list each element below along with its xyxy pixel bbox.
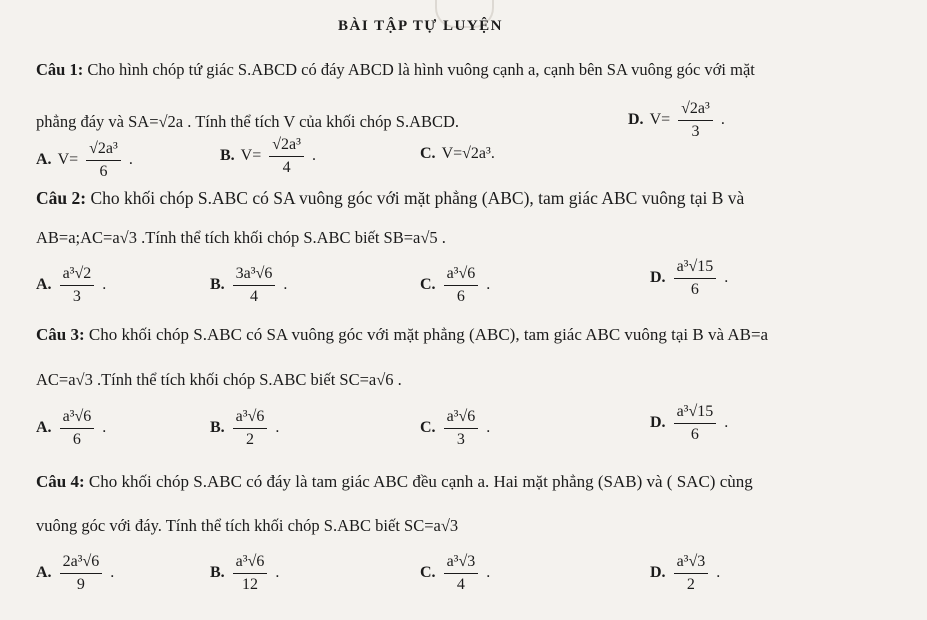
option-letter: B. — [210, 419, 225, 437]
option-fraction — [60, 265, 95, 305]
q1-option-d[interactable] — [628, 100, 725, 140]
question-3-line-1 — [36, 325, 768, 345]
option-suffix: . — [486, 419, 491, 437]
question-3-label: Câu 3: — [36, 325, 85, 344]
q4-option-c[interactable] — [420, 553, 490, 593]
question-1-line-1 — [36, 60, 755, 80]
q4-option-a[interactable] — [36, 553, 114, 593]
option-letter: D. — [650, 414, 666, 432]
fraction-denominator: 12 — [242, 575, 259, 593]
worksheet-title: BÀI TẬP TỰ LUYỆN — [338, 18, 504, 34]
fraction-denominator: 6 — [99, 162, 108, 180]
option-suffix: . — [128, 151, 133, 169]
option-suffix: . — [110, 564, 115, 582]
option-prefix: V=√2a³. — [441, 145, 495, 162]
option-fraction — [60, 408, 95, 448]
fraction-numerator: a³√6 — [233, 553, 268, 574]
q3-option-a[interactable] — [36, 408, 106, 448]
fraction-numerator: √2a³ — [86, 140, 121, 161]
fraction-denominator: 2 — [246, 430, 255, 448]
option-fraction — [444, 408, 479, 448]
fraction-denominator: 6 — [456, 287, 465, 305]
fraction-numerator: a³√6 — [233, 408, 268, 429]
option-suffix: . — [311, 147, 316, 165]
option-letter: C. — [420, 419, 436, 437]
question-2-label: Câu 2: — [36, 188, 87, 208]
option-letter: A. — [36, 151, 52, 169]
question-1-text-1: Cho hình chóp tứ giác S.ABCD có đáy ABCD là hình vuông cạnh a, cạnh bên SA vuông góc với mặt — [87, 60, 755, 79]
fraction-numerator: a³√6 — [444, 265, 479, 286]
fraction-numerator: a³√15 — [674, 258, 717, 279]
option-prefix: V= — [240, 147, 262, 165]
fraction-numerator: √2a³ — [678, 100, 713, 121]
option-letter: D. — [628, 111, 644, 129]
q4-option-d[interactable] — [650, 553, 720, 593]
q1-option-c[interactable] — [420, 145, 495, 163]
fraction-numerator: √2a³ — [269, 136, 304, 157]
q1-option-b[interactable] — [220, 136, 316, 176]
option-suffix: . — [724, 414, 729, 432]
fraction-denominator: 3 — [72, 287, 81, 305]
option-letter: C. — [420, 564, 436, 582]
option-suffix: . — [275, 564, 280, 582]
question-4-label: Câu 4: — [36, 472, 85, 491]
question-2-text-1: Cho khối chóp S.ABC có SA vuông góc với mặt phẳng (ABC), tam giác ABC vuông tại B và — [90, 188, 745, 208]
option-fraction — [60, 553, 103, 593]
question-1-label: Câu 1: — [36, 60, 84, 79]
option-letter: B. — [210, 564, 225, 582]
q2-option-c[interactable] — [420, 265, 490, 305]
option-fraction — [233, 265, 276, 305]
q2-option-a[interactable] — [36, 265, 106, 305]
option-fraction — [678, 100, 713, 140]
option-letter: A. — [36, 564, 52, 582]
fraction-denominator: 3 — [456, 430, 465, 448]
fraction-denominator: 9 — [76, 575, 85, 593]
option-letter: C. — [420, 145, 436, 162]
question-2-line-1 — [36, 188, 744, 209]
fraction-denominator: 4 — [282, 158, 291, 176]
option-letter: B. — [220, 147, 235, 165]
fraction-numerator: a³√3 — [444, 553, 479, 574]
option-fraction — [674, 403, 717, 443]
question-3-text-2: AC=a√3 .Tính thể tích khối chóp S.ABC biết SC=a√6 . — [36, 370, 402, 389]
option-suffix: . — [720, 111, 725, 129]
fraction-denominator: 6 — [690, 280, 699, 298]
option-fraction — [444, 265, 479, 305]
option-letter: B. — [210, 276, 225, 294]
question-1-text-2: phẳng đáy và SA=√2a . Tính thể tích V của khối chóp S.ABCD. — [36, 112, 460, 131]
option-suffix: . — [275, 419, 280, 437]
option-fraction — [674, 553, 709, 593]
q3-option-c[interactable] — [420, 408, 490, 448]
option-letter: A. — [36, 276, 52, 294]
option-suffix: . — [102, 419, 107, 437]
fraction-denominator: 4 — [250, 287, 259, 305]
fraction-denominator: 6 — [72, 430, 81, 448]
option-letter: D. — [650, 269, 666, 287]
fraction-numerator: 2a³√6 — [60, 553, 103, 574]
option-letter: D. — [650, 564, 666, 582]
fraction-denominator: 6 — [690, 425, 699, 443]
option-suffix: . — [724, 269, 729, 287]
option-suffix: . — [283, 276, 288, 294]
fraction-denominator: 4 — [456, 575, 465, 593]
question-4-text-1: Cho khối chóp S.ABC có đáy là tam giác ABC đều cạnh a. Hai mặt phẳng (SAB) và ( SAC) cùng — [88, 472, 753, 491]
q3-option-d[interactable] — [650, 403, 728, 443]
option-suffix: . — [716, 564, 721, 582]
fraction-numerator: a³√2 — [60, 265, 95, 286]
fraction-numerator: a³√6 — [60, 408, 95, 429]
question-4-text-2: vuông góc với đáy. Tính thể tích khối chóp S.ABC biết SC=a√3 — [36, 516, 459, 535]
question-4-line-1 — [36, 472, 753, 492]
q2-option-b[interactable] — [210, 265, 287, 305]
question-3-text-1: Cho khối chóp S.ABC có SA vuông góc với mặt phẳng (ABC), tam giác ABC vuông tại B và AB=a — [88, 325, 769, 344]
option-prefix: V= — [649, 111, 671, 129]
fraction-numerator: a³√3 — [674, 553, 709, 574]
q1-option-a[interactable] — [36, 140, 133, 180]
option-fraction — [233, 408, 268, 448]
option-fraction — [674, 258, 717, 298]
question-2-text-2: AB=a;AC=a√3 .Tính thể tích khối chóp S.ABC biết SB=a√5 . — [36, 228, 446, 247]
fraction-numerator: a³√15 — [674, 403, 717, 424]
fraction-denominator: 2 — [686, 575, 695, 593]
option-suffix: . — [102, 276, 107, 294]
option-letter: A. — [36, 419, 52, 437]
fraction-denominator: 3 — [691, 122, 700, 140]
q4-option-b[interactable] — [210, 553, 279, 593]
fraction-numerator: a³√6 — [444, 408, 479, 429]
q3-option-b[interactable] — [210, 408, 279, 448]
option-fraction — [86, 140, 121, 180]
option-fraction — [233, 553, 268, 593]
option-suffix: . — [486, 276, 491, 294]
fraction-numerator: 3a³√6 — [233, 265, 276, 286]
option-prefix: V= — [57, 151, 79, 169]
option-fraction — [444, 553, 479, 593]
q2-option-d[interactable] — [650, 258, 728, 298]
option-suffix: . — [486, 564, 491, 582]
option-letter: C. — [420, 276, 436, 294]
option-fraction — [269, 136, 304, 176]
